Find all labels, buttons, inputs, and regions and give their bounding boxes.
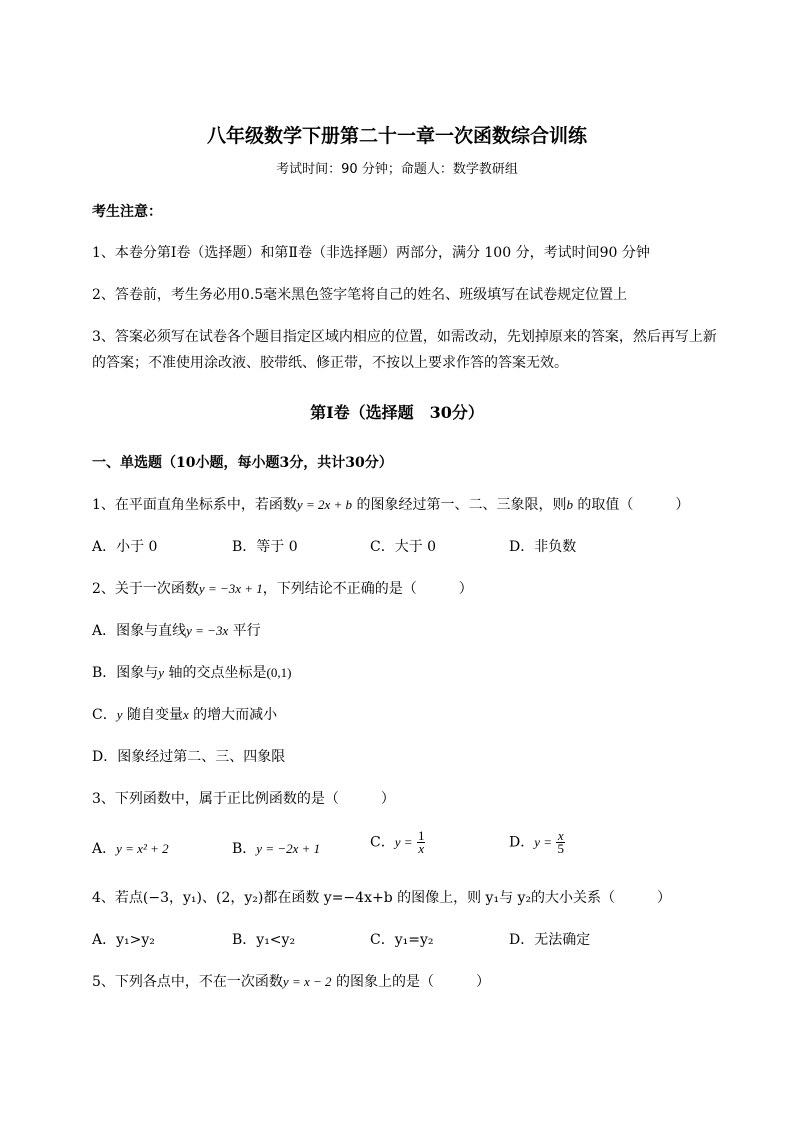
- q5-expr: y = x − 2: [282, 974, 332, 989]
- q1-text-mid: 的图象经过第一、二、三象限，则: [352, 497, 567, 513]
- q2-option-a[interactable]: [92, 620, 261, 640]
- q1-option-d[interactable]: D．非负数: [509, 539, 577, 555]
- q4-option-c[interactable]: C．y₁=y₂: [370, 932, 434, 948]
- page-title: 八年级数学下册第二十一章一次函数综合训练: [206, 125, 587, 147]
- q3c-label: C．: [370, 834, 395, 851]
- q3c-den: x: [418, 841, 425, 856]
- q2b-mid: 轴的交点坐标是: [164, 665, 267, 681]
- notice-item-3-cont: 的答案；不准使用涂改液、胶带纸、修正带，不按以上要求作答的答案无效。: [92, 355, 568, 371]
- q2-option-d[interactable]: D．图象经过第二、三、四象限: [92, 749, 286, 765]
- notice-item-1: 1、本卷分第Ⅰ卷（选择题）和第Ⅱ卷（非选择题）两部分，满分 100 分，考试时间90 分钟: [92, 245, 650, 261]
- part-title: 一、单选题（10小题，每小题3分，共计30分）: [92, 455, 393, 471]
- q5-text-post: 的图象上的是（ ）: [331, 974, 490, 990]
- q3-option-b[interactable]: [232, 838, 320, 858]
- q1-option-c[interactable]: C．大于 0: [370, 539, 437, 555]
- notice-item-2: 2、答卷前，考生务必用0.5毫米黑色签字笔将自己的姓名、班级填写在试卷规定位置上: [92, 287, 628, 303]
- q2-expr: y = −3x + 1: [198, 581, 263, 596]
- q1-option-b[interactable]: B．等于 0: [232, 539, 298, 555]
- question-1: [92, 494, 689, 514]
- notice-item-3: 3、答案必须写在试卷各个题目指定区域内相应的位置，如需改动，先划掉原来的答案，然后再写上新: [92, 329, 717, 345]
- q3c-lhs: y =: [394, 834, 413, 850]
- q2c-pre: C．: [92, 707, 117, 723]
- q2b-coord: (0,1): [266, 665, 292, 680]
- q3c-fraction: [417, 830, 426, 855]
- q3b-label: B．: [232, 841, 257, 857]
- notice-heading: 考生注意：: [92, 204, 162, 220]
- question-3: 3、下列函数中，属于正比例函数的是（ ）: [92, 791, 395, 807]
- q1-var: b: [566, 497, 573, 512]
- q3d-label: D．: [509, 834, 535, 851]
- q2c-var1: y: [116, 707, 123, 722]
- page-subtitle: 考试时间：90 分钟；命题人：数学教研组: [276, 162, 518, 177]
- q3d-lhs: y =: [534, 834, 553, 850]
- q2-text-pre: 2、关于一次函数: [92, 581, 199, 597]
- q1-text-pre: 1、在平面直角坐标系中，若函数: [92, 497, 297, 513]
- q2-option-c[interactable]: [92, 704, 277, 724]
- q1-expr: y = 2x + b: [296, 497, 353, 512]
- q2a-expr: y = −3x: [186, 623, 229, 638]
- q2a-post: 平行: [228, 623, 261, 639]
- q3-option-d[interactable]: [509, 830, 565, 855]
- q2c-post: 的增大而减小: [188, 707, 278, 723]
- q4-option-b[interactable]: B．y₁<y₂: [232, 932, 296, 948]
- q3d-fraction: [556, 830, 565, 855]
- question-5: [92, 971, 490, 991]
- section-title: 第Ⅰ卷（选择题 30分）: [310, 403, 484, 422]
- q3d-den: 5: [557, 841, 564, 856]
- q1-option-a[interactable]: A．小于 0: [92, 539, 158, 555]
- q1-text-post: 的取值（ ）: [572, 497, 690, 513]
- q4-option-d[interactable]: D．无法确定: [509, 932, 591, 948]
- q2b-pre: B．图象与: [92, 665, 159, 681]
- q5-text-pre: 5、下列各点中，不在一次函数: [92, 974, 283, 990]
- q2b-var: y: [158, 665, 165, 680]
- q2a-pre: A．图象与直线: [92, 623, 187, 639]
- q2c-mid: 随自变量: [122, 707, 183, 723]
- q4-option-a[interactable]: A．y₁>y₂: [92, 932, 155, 948]
- q3-option-a[interactable]: [92, 838, 169, 858]
- q3-option-c[interactable]: [370, 830, 425, 855]
- q2c-var2: x: [182, 707, 189, 722]
- q3d-num: x: [557, 828, 564, 843]
- q3a-label: A．: [92, 841, 117, 857]
- q2-text-post: ，下列结论不正确的是（ ）: [262, 581, 473, 597]
- question-4: 4、若点(−3，y₁)、(2，y₂)都在函数 y=−4x+b 的图像上，则 y₁与 y₂的大小关系（ ）: [92, 890, 672, 906]
- question-2: [92, 578, 473, 598]
- q2-option-b[interactable]: [92, 662, 291, 682]
- q3a-expr: y = x² + 2: [116, 841, 169, 856]
- q3b-expr: y = −2x + 1: [256, 841, 321, 856]
- q3c-num: 1: [417, 828, 425, 843]
